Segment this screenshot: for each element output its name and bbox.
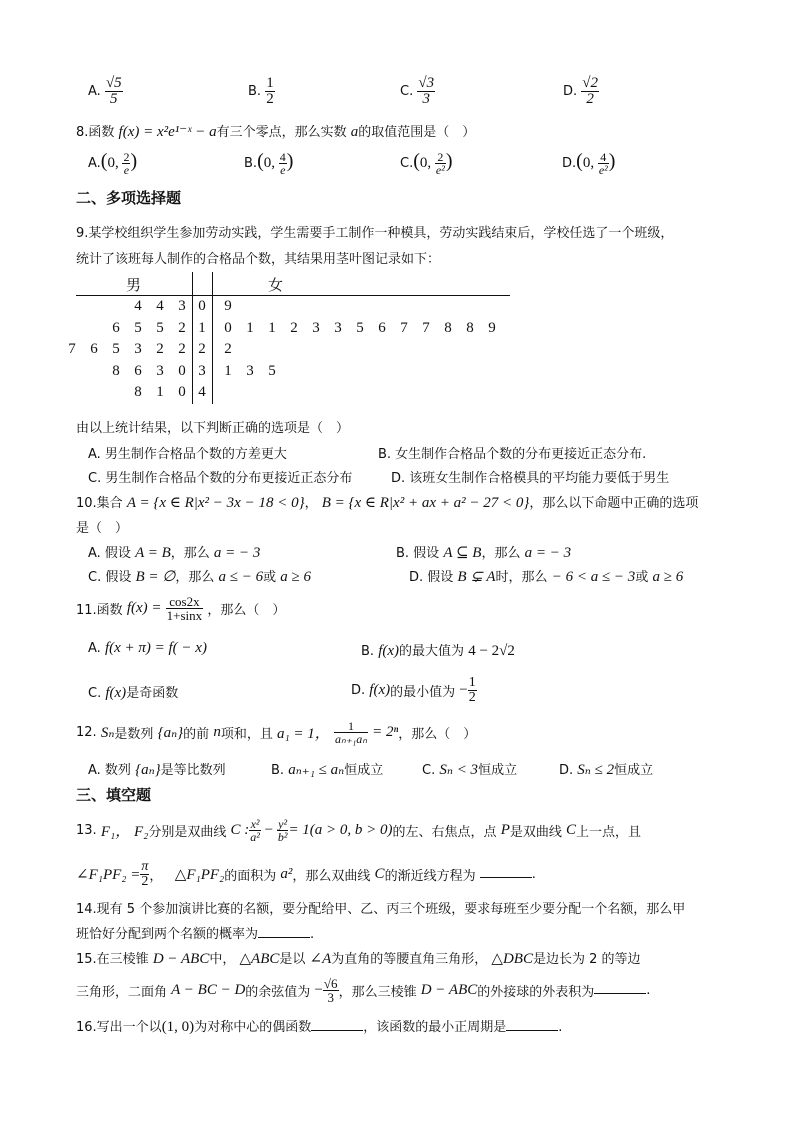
q13-line2: ∠F₁PF₂ = $\frac{\pi}{2}$ ， △F₁PF₂的面积为 a²，那么双曲线 C的渐近线方程为 .	[76, 859, 536, 889]
q10-stem-line2: 是（ ）	[76, 521, 129, 536]
male-leaf: 6	[134, 362, 142, 379]
section-heading-fill-in: 三、填空题	[76, 786, 152, 804]
female-leaf: 2	[290, 319, 298, 336]
q12-option-c: C. Sₙ < 3恒成立	[422, 762, 518, 778]
female-leaf: 9	[224, 298, 232, 314]
q8-option-d: D.(0, $\frac{4}{\text{e²}}$ )	[562, 150, 616, 177]
q8-option-b: B.(0, $\frac{4}{e}$ )	[244, 150, 294, 177]
q10-option-b: B. 假设 A ⊆ B，那么 a = − 3	[396, 545, 572, 561]
q7-option-b: B. $\frac{1}{2}$	[248, 75, 274, 107]
female-leaf: 1	[224, 362, 232, 379]
female-leaf: 8	[444, 319, 452, 336]
q13-answer-blank[interactable]	[480, 865, 532, 878]
q11-option-d: D. f(x)的最小值为 − $\frac{1}{2}$	[351, 675, 476, 705]
male-leaf: 3	[134, 341, 142, 357]
stem-leaf-header-rule	[76, 295, 510, 296]
stem-value: 3	[198, 362, 206, 379]
male-leaf: 8	[112, 362, 120, 379]
female-leaf: 1	[268, 319, 276, 336]
female-leaf: 3	[312, 319, 320, 336]
female-leaf: 7	[422, 319, 430, 336]
male-leaf: 4	[134, 298, 142, 314]
q15-answer-blank[interactable]	[594, 981, 646, 994]
stem-value: 1	[198, 319, 206, 336]
q8-stem: 8.函数 f(x) = x²e¹⁻ˣ − a有三个零点，那么实数 a的取值范围是（ ）	[76, 124, 476, 140]
q8-option-c: C.(0, $\frac{2}{\text{e²}}$ )	[400, 150, 453, 177]
q11-option-b: B. f(x)的最大值为 4 − 2√2	[361, 643, 515, 659]
stem-leaf-divider-right	[212, 272, 213, 404]
q7-option-c: C. $\frac{√3}{3}$	[400, 75, 435, 107]
male-leaf: 6	[90, 341, 98, 357]
q10-option-d: D. 假设 B ⊊ A时，那么 − 6 < a ≤ − 3或 a ≥ 6	[409, 569, 684, 585]
q12-stem: 12. Sₙ是数列 {aₙ}的前 n项和，且 a₁ = 1， $\frac{1}{\text{aₙ₊₁aₙ}}$ = 2ⁿ，那么（ ）	[76, 719, 477, 746]
q12-option-a: A. 数列 {aₙ}是等比数列	[88, 762, 226, 778]
q10-stem: 10.集合 A = {x ∈ R|x² − 3x − 18 < 0}， B = {x ∈ R|x² + ax + a² − 27 < 0}，那么以下命题中正确的选项	[76, 495, 699, 511]
male-leaf: 6	[112, 319, 120, 336]
male-leaf: 2	[178, 341, 186, 357]
stem-leaf-male-header: 男	[126, 276, 142, 294]
q9-question: 由以上统计结果，以下判断正确的选项是（ ）	[76, 421, 350, 436]
female-leaf: 5	[268, 362, 276, 379]
stem-leaf-female-header: 女	[268, 276, 284, 294]
female-leaf: 3	[334, 319, 342, 336]
stem-value: 4	[198, 384, 206, 400]
male-leaf: 5	[134, 319, 142, 336]
q9-option-a: A. 男生制作合格品个数的方差更大	[88, 447, 287, 462]
q14-answer-blank[interactable]	[258, 925, 310, 938]
male-leaf: 2	[156, 341, 164, 357]
female-leaf: 2	[224, 341, 232, 357]
q16-line: 16.写出一个以(1, 0)为对称中心的偶函数 ，该函数的最小正周期是 .	[76, 1019, 563, 1035]
male-leaf: 5	[156, 319, 164, 336]
male-leaf: 0	[178, 384, 186, 400]
male-leaf: 4	[156, 298, 164, 314]
female-leaf: 9	[488, 319, 496, 336]
q7-option-d: D. $\frac{√2}{2}$	[563, 75, 599, 107]
q11-stem: 11.函数 f(x) = $\frac{\cos 2x}{1+\sin x}$ ，那么（ ）	[76, 594, 286, 623]
female-leaf: 8	[466, 319, 474, 336]
q16-answer-blank-period[interactable]	[506, 1018, 558, 1031]
q9-option-d: D. 该班女生制作合格模具的平均能力要低于男生	[391, 471, 670, 486]
q15-line1: 15.在三棱锥 D − ABC中， △ABC是以 ∠A为直角的等腰直角三角形， △DBC是边长为 2 的等边	[76, 951, 641, 967]
female-leaf: 1	[246, 319, 254, 336]
q10-option-a: A. 假设 A = B，那么 a = − 3	[88, 545, 261, 561]
q9-line1: 9.某学校组织学生参加劳动实践，学生需要手工制作一种模具，劳动实践结束后，学校任选了一个班级，	[76, 226, 674, 241]
q8-option-a: A.(0, $\frac{2}{e}$ )	[88, 150, 138, 177]
q12-option-d: D. Sₙ ≤ 2恒成立	[559, 762, 654, 778]
female-leaf: 5	[356, 319, 364, 336]
female-leaf: 0	[224, 319, 232, 336]
stem-leaf-plot	[68, 272, 512, 404]
male-leaf: 1	[156, 384, 164, 400]
male-leaf: 7	[68, 341, 76, 357]
q14-line1: 14.现有 5 个参加演讲比赛的名额，要分配给甲、乙、丙三个班级，要求每班至少要分配一个名额，那么甲	[76, 902, 686, 917]
stem-value: 2	[198, 341, 206, 357]
q9-line2: 统计了该班每人制作的合格品个数，其结果用茎叶图记录如下：	[76, 252, 441, 267]
q14-line2: 班恰好分配到两个名额的概率为 .	[76, 927, 315, 942]
q11-option-a: A. f(x + π) = f( − x)	[88, 640, 207, 656]
male-leaf: 5	[112, 341, 120, 357]
q9-option-c: C. 男生制作合格品个数的分布更接近正态分布	[88, 471, 353, 486]
male-leaf: 8	[134, 384, 142, 400]
male-leaf: 2	[178, 319, 186, 336]
female-leaf: 3	[246, 362, 254, 379]
q9-option-b: B. 女生制作合格品个数的分布更接近正态分布.	[378, 447, 647, 462]
male-leaf: 3	[178, 298, 186, 314]
q13-line1: 13. F₁， F₂分别是双曲线 C : $\frac{\text{x²}}{\text{a²}}$ − $\frac{\text{y²}}{\text{b²}}$ = 1(a > 0, b > 0)的左、右焦点，点 P是双曲线 C上一点，且	[76, 817, 642, 844]
male-leaf: 0	[178, 362, 186, 379]
male-leaf: 3	[156, 362, 164, 379]
stem-value: 0	[198, 298, 206, 314]
female-leaf: 7	[400, 319, 408, 336]
q7-option-a: A. $\frac{√5}{5}$	[88, 75, 122, 107]
q10-option-c: C. 假设 B = ∅，那么 a ≤ − 6或 a ≥ 6	[88, 569, 311, 585]
section-heading-multi-choice: 二、多项选择题	[76, 189, 182, 207]
q16-answer-blank-function[interactable]	[311, 1018, 363, 1031]
female-leaf: 6	[378, 319, 386, 336]
q15-line2: 三角形，二面角 A − BC − D的余弦值为 − $\frac{√6}{3}$ ，那么三棱锥 D − ABC的外接球的外表积为 .	[76, 976, 651, 1005]
q11-option-c: C. f(x)是奇函数	[88, 685, 179, 701]
q12-option-b: B. aₙ₊₁ ≤ aₙ恒成立	[271, 762, 384, 778]
